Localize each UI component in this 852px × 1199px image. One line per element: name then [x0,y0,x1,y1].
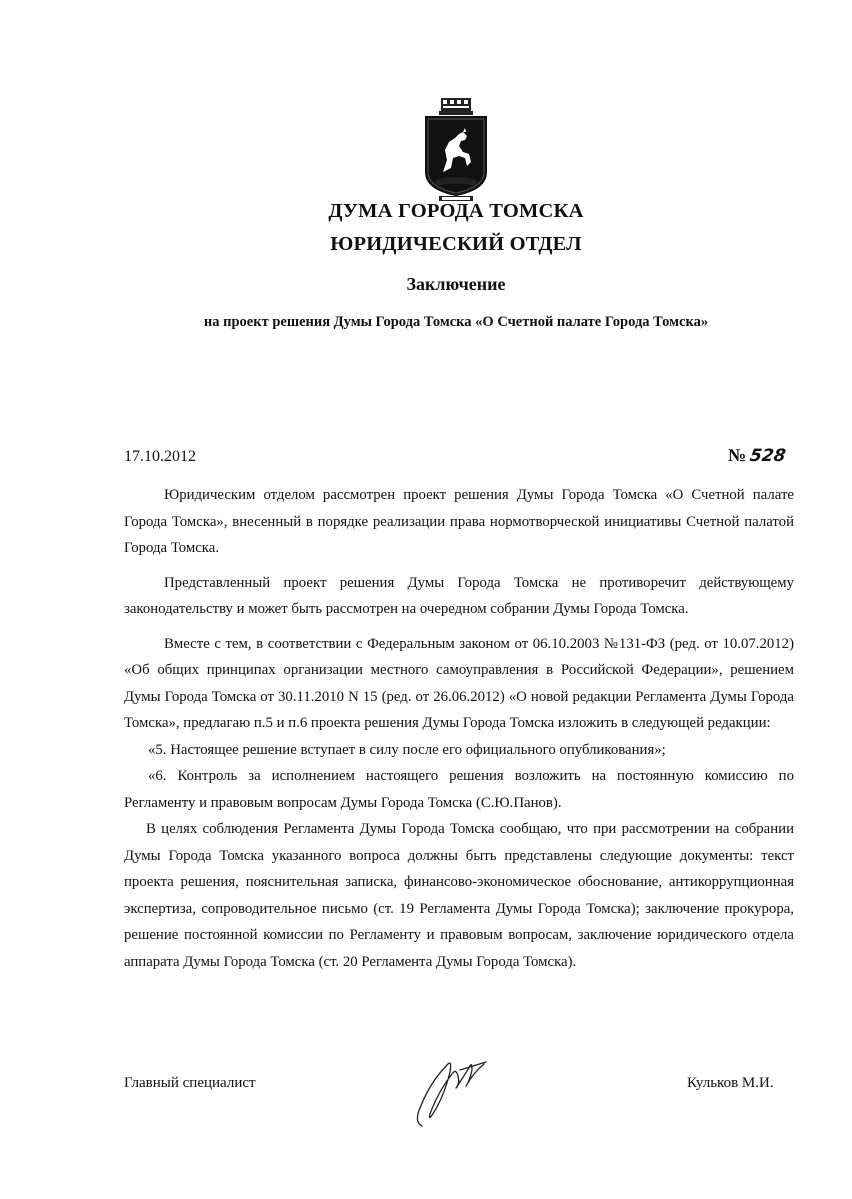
signer-name: Кульков М.И. [687,1075,774,1091]
department-title: ЮРИДИЧЕСКИЙ ОТДЕЛ [330,233,582,255]
paragraph-clause-5: «5. Настоящее решение вступает в силу после его официального опубликования»; [148,741,666,758]
document-number-prefix: № [728,445,747,465]
document-body [124,482,794,975]
document-date: 17.10.2012 [124,448,196,465]
signer-position: Главный специалист [124,1075,256,1091]
document-number [728,445,786,466]
document-type-title: Заключение [406,274,506,294]
organization-title: ДУМА ГОРОДА ТОМСКА [328,200,584,222]
paragraph-required-documents: В целях соблюдения Регламента Думы Города Томска сообщаю, что при рассмотрении на собрании Думы Города Томска указанного вопроса должны быть представлены следующие документы: текст проекта решения, пояснительная записка, финансово-экономическое обоснование, антикоррупционная экспертиза, сопроводительное письмо (ст. 19 Регламента Думы Города Томска); заключение прокурора, решение постоянной комиссии по Регламенту и правовым вопросам, заключение юридического отдела аппарата Думы Города Томска (ст. 20 Регламента Думы Города Томска). [124,821,794,970]
tomsk-coat-of-arms-icon [419,94,493,202]
document-number-value: 528 [748,446,787,466]
handwritten-signature-icon [400,1052,500,1132]
paragraph-clause-6: «6. Контроль за исполнением настоящего решения возложить на постоянную комиссию по Регламенту и правовым вопросам Думы Города Томска (С.Ю.Панов). [124,768,794,811]
document-subject: на проект решения Думы Города Томска «О Счетной палате Города Томска» [203,314,709,330]
paragraph-proposal: Вместе с тем, в соответствии с Федеральным законом от 06.10.2003 №131-ФЗ (ред. от 10.07.2012) «Об общих принципах организации местного самоуправления в Российской Федерации», решением Думы Города Томска от 30.11.2010 N 15 (ред. от 26.06.2012) «О новой редакции Регламента Думы Города Томска», предлагаю п.5 и п.6 проекта решения Думы Города Томска изложить в следующей редакции: [124,635,794,731]
paragraph-review: Юридическим отделом рассмотрен проект решения Думы Города Томска «О Счетной палате Города Томска», внесенный в порядке реализации права нормотворческой инициативы Счетной палатой Города Томска. [124,487,794,556]
paragraph-conclusion: Представленный проект решения Думы Города Томска не противоречит действующему законодательству и может быть рассмотрен на очередном собрании Думы Города Томска. [124,574,794,617]
